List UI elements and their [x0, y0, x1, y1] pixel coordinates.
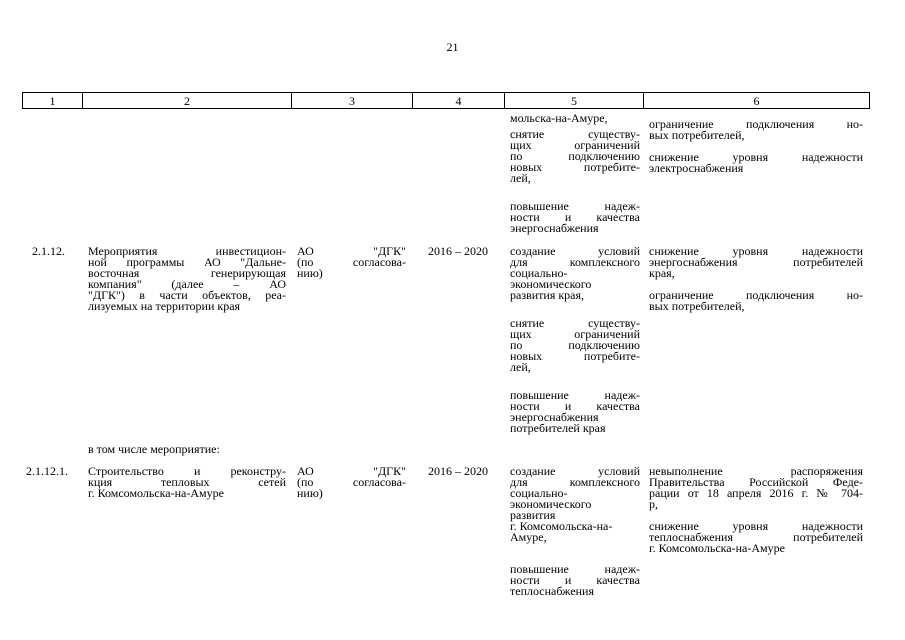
text-line: ности и качества [510, 399, 640, 413]
text-line: г. Комсомольска-на- [510, 519, 613, 533]
text-line: АО "ДГК" [297, 244, 406, 258]
text-line: р, [649, 497, 658, 511]
text-line: социально- [510, 486, 568, 500]
text-line: снятие существу- [510, 127, 640, 141]
header-col-1: 1 [23, 93, 83, 108]
text-line: Правительства Российской Феде- [649, 475, 863, 489]
row-period: 2016 – 2020 [428, 244, 488, 258]
text-line: мольска-на-Амуре, [510, 111, 608, 125]
row-number: 2.1.12.1. [26, 464, 68, 478]
header-col-6: 6 [753, 94, 760, 108]
text-line: Строительство и реконстру- [88, 464, 286, 478]
text-line: снятие существу- [510, 316, 640, 330]
text-line: рации от 18 апреля 2016 г. № 704- [649, 486, 863, 500]
text-line: "ДГК") в части объектов, реа- [88, 288, 286, 302]
text-line: г. Комсомольска-на-Амуре [649, 541, 785, 555]
text-line: теплоснабжения [510, 584, 594, 598]
header-col-2: 2 [83, 93, 292, 108]
text-line: лей, [510, 360, 531, 374]
text-line: повышение надеж- [510, 562, 640, 576]
text-line: создание условий [510, 464, 640, 478]
text-line: экономического [510, 497, 592, 511]
text-line: (по согласова- [297, 475, 406, 489]
header-col-3: 3 [292, 93, 413, 108]
text-line: вых потребителей, [649, 299, 745, 313]
text-line: вых потребителей, [649, 128, 745, 142]
text-line: ограничение подключения но- [649, 288, 863, 302]
text-line: потребителей края [510, 421, 606, 435]
text-line: новых потребите- [510, 160, 640, 174]
text-line: создание условий [510, 244, 640, 258]
text-line: ности и качества [510, 210, 640, 224]
text-line: нию) [297, 266, 323, 280]
text-line: развития края, [510, 288, 585, 302]
text-line: края, [649, 266, 675, 280]
text-line: снижение уровня надежности [649, 150, 863, 164]
text-line: АО "ДГК" [297, 464, 406, 478]
text-line: (по согласова- [297, 255, 406, 269]
text-line: Амуре, [510, 530, 547, 544]
subheading: в том числе мероприятие: [88, 442, 220, 456]
row-number: 2.1.12. [32, 244, 65, 258]
text-line: нию) [297, 486, 323, 500]
text-line: энергоснабжения [510, 410, 599, 424]
text-line: компания" (далее – АО [88, 277, 286, 291]
text-line: лизуемых на территории края [88, 299, 241, 313]
text-line: снижение уровня надежности [649, 244, 863, 258]
text-line: энергоснабжения [510, 221, 599, 235]
header-col-5: 5 [505, 93, 644, 108]
text-line: по подключению [510, 338, 640, 352]
text-line: электроснабжения [649, 161, 744, 175]
table-header [22, 92, 870, 109]
text-line: г. Комсомольска-на-Амуре [88, 486, 224, 500]
text-line: развития [510, 508, 556, 522]
text-line: энергоснабжения потребителей [649, 255, 863, 269]
header-col-4: 4 [413, 93, 505, 108]
text-line: ограничение подключения но- [649, 117, 863, 131]
text-line: ности и качества [510, 573, 640, 587]
text-line: для комплексного [510, 475, 640, 489]
text-line: лей, [510, 171, 531, 185]
page-number: 21 [446, 40, 459, 54]
text-line: повышение надеж- [510, 388, 640, 402]
text-line: невыполнение распоряжения [649, 464, 863, 478]
text-line: экономического [510, 277, 592, 291]
text-line: восточная генерирующая [88, 266, 286, 280]
text-line: Мероприятия инвестицион- [88, 244, 286, 258]
text-line: ной программы АО "Дальне- [88, 255, 286, 269]
text-line: новых потребите- [510, 349, 640, 363]
text-line: кция тепловых сетей [88, 475, 286, 489]
row-period: 2016 – 2020 [428, 464, 488, 478]
text-line: щих ограничений [510, 138, 640, 152]
text-line: теплоснабжения потребителей [649, 530, 863, 544]
text-line: повышение надеж- [510, 199, 640, 213]
text-line: социально- [510, 266, 568, 280]
text-line: щих ограничений [510, 327, 640, 341]
text-line: снижение уровня надежности [649, 519, 863, 533]
text-line: для комплексного [510, 255, 640, 269]
text-line: по подключению [510, 149, 640, 163]
